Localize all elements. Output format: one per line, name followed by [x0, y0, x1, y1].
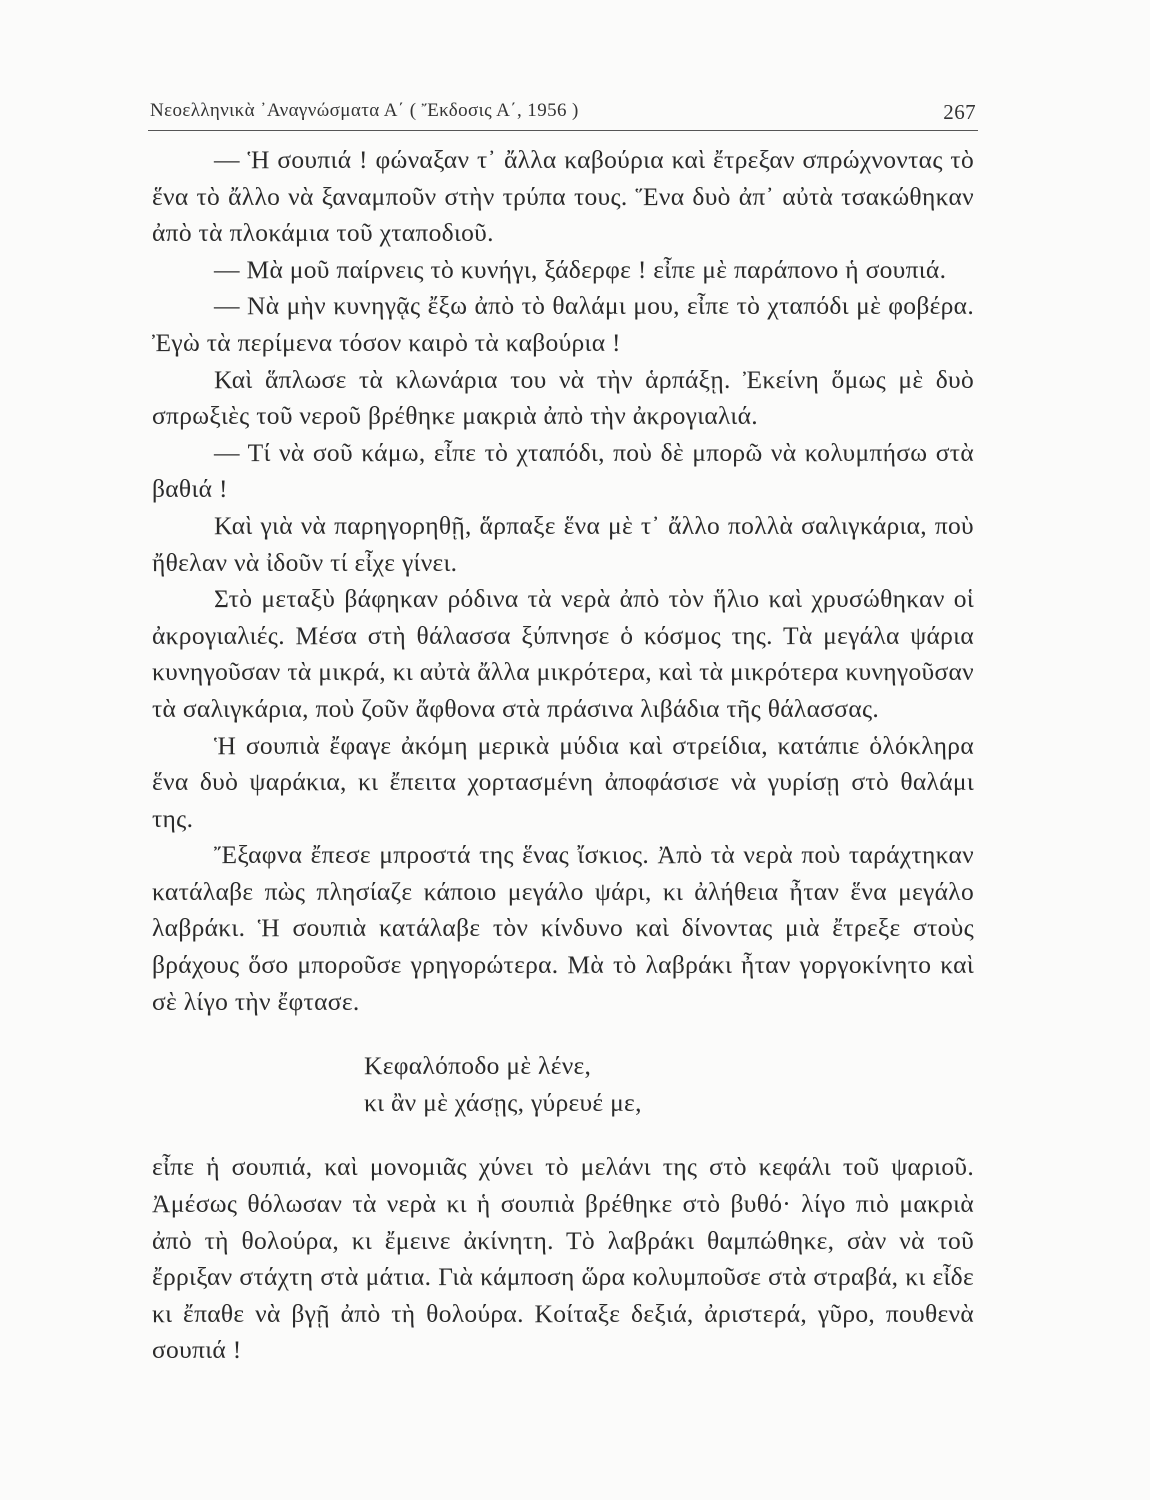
verse-line: κι ἂν μὲ χάσῃς, γύρευέ με, — [364, 1087, 642, 1117]
page-number: 267 — [943, 100, 976, 124]
paragraph: — Τί νὰ σοῦ κάμω, εἶπε τὸ χταπόδι, ποὺ δὲ μπορῶ νὰ κολυμπήσω στὰ βαθιά ! — [152, 437, 974, 504]
paragraph: Στὸ μεταξὺ βάφηκαν ρόδινα τὰ νερὰ ἀπὸ τὸν ἥλιο καὶ χρυσώθηκαν οἱ ἀκρογιαλιές. Μέσα στὴ θάλασσα ξύπνησε ὁ κόσμος της. Τὰ μεγάλα ψάρια κυνηγοῦσαν τὰ μικρά, κι αὐτὰ ἄλλα μικρότερα, καὶ τὰ μικρότερα κυνηγοῦσαν τὰ σαλιγκάρια, ποὺ ζοῦν ἄφθονα στὰ πράσινα λιβάδια τῆς θάλασσας. — [152, 584, 974, 723]
paragraph: Καὶ γιὰ νὰ παρηγορηθῇ, ἅρπαξε ἕνα μὲ τ᾿ ἄλλο πολλὰ σαλιγκάρια, ποὺ ἤθελαν νὰ ἰδοῦν τί εἶχε γίνει. — [152, 510, 974, 577]
paragraph: — Ἡ σουπιά ! φώναξαν τ᾿ ἄλλα καβούρια καὶ ἔτρεξαν σπρώχνοντας τὸ ἕνα τὸ ἄλλο νὰ ξαναμποῦν στὴν τρύπα τους. Ἕνα δυὸ ἀπ᾿ αὐτὰ τσακώθηκαν ἀπὸ τὰ πλοκάμια τοῦ χταποδιοῦ. — [152, 145, 974, 248]
closing-paragraph: εἶπε ἡ σουπιά, καὶ μονομιᾶς χύνει τὸ μελάνι της στὸ κεφάλι τοῦ ψαριοῦ. Ἀμέσως θόλωσαν τὰ νερὰ κι ἡ σουπιὰ βρέθηκε στὸ βυθό· λίγο πιὸ μακριὰ ἀπὸ τὴ θολούρα, κι ἔμεινε ἀκίνητη. Τὸ λαβράκι θαμπώθηκε, σὰν νὰ τοῦ ἔρριξαν στάχτη στὰ μάτια. Γιὰ κάμποση ὥρα κολυμποῦσε στὰ στραβά, κι εἶδε κι ἔπαθε νὰ βγῇ ἀπὸ τὴ θολούρα. Κοίταξε δεξιά, ἀριστερά, γῦρο, πουθενὰ σουπιά ! — [152, 1152, 974, 1365]
paragraph: Καὶ ἅπλωσε τὰ κλωνάρια του νὰ τὴν ἁρπάξῃ. Ἐκείνη ὅμως μὲ δυὸ σπρωξιὲς τοῦ νεροῦ βρέθηκε μακριὰ ἀπὸ τὴν ἀκρογιαλιά. — [152, 364, 974, 431]
paragraph: — Νὰ μὴν κυνηγᾷς ἔξω ἀπὸ τὸ θαλάμι μου, εἶπε τὸ χταπόδι μὲ φοβέρα. Ἐγὼ τὰ περίμενα τόσον καιρὸ τὰ καβούρια ! — [152, 291, 974, 357]
running-header — [148, 96, 978, 131]
header-title: Νεοελληνικὰ ᾿Αναγνώσματα Α΄ ( Ἔκδοσις Α΄, 1956 ) — [150, 100, 579, 121]
paragraph: Ἡ σουπιὰ ἔφαγε ἀκόμη μερικὰ μύδια καὶ στρείδια, κατάπιε ὁλόκληρα ἕνα δυὸ ψαράκια, κι ἔπειτα χορτασμένη ἀποφάσισε νὰ γυρίσῃ στὸ θαλάμι της. — [152, 730, 974, 833]
paragraph: Ἔξαφνα ἔπεσε μπροστά της ἕνας ἴσκιος. Ἀπὸ τὰ νερὰ ποὺ ταράχτηκαν κατάλαβε πὼς πλησίαζε κάποιο μεγάλο ψάρι, κι ἀλήθεια ἦταν ἕνα μεγάλο λαβράκι. Ἡ σουπιὰ κατάλαβε τὸν κίνδυνο καὶ δίνοντας μιὰ ἔτρεξε στοὺς βράχους ὅσο μποροῦσε γρηγορώτερα. Μὰ τὸ λαβράκι ἦταν γοργοκίνητο καὶ σὲ λίγο τὴν ἔφτασε. — [152, 840, 974, 1016]
page-body — [152, 142, 974, 1369]
paragraph: — Μὰ μοῦ παίρνεις τὸ κυνήγι, ξάδερφε ! εἶπε μὲ παράπονο ἡ σουπιά. — [214, 254, 947, 284]
verse-block — [152, 1048, 974, 1121]
verse-line: Κεφαλόποδο μὲ λένε, — [364, 1051, 592, 1081]
